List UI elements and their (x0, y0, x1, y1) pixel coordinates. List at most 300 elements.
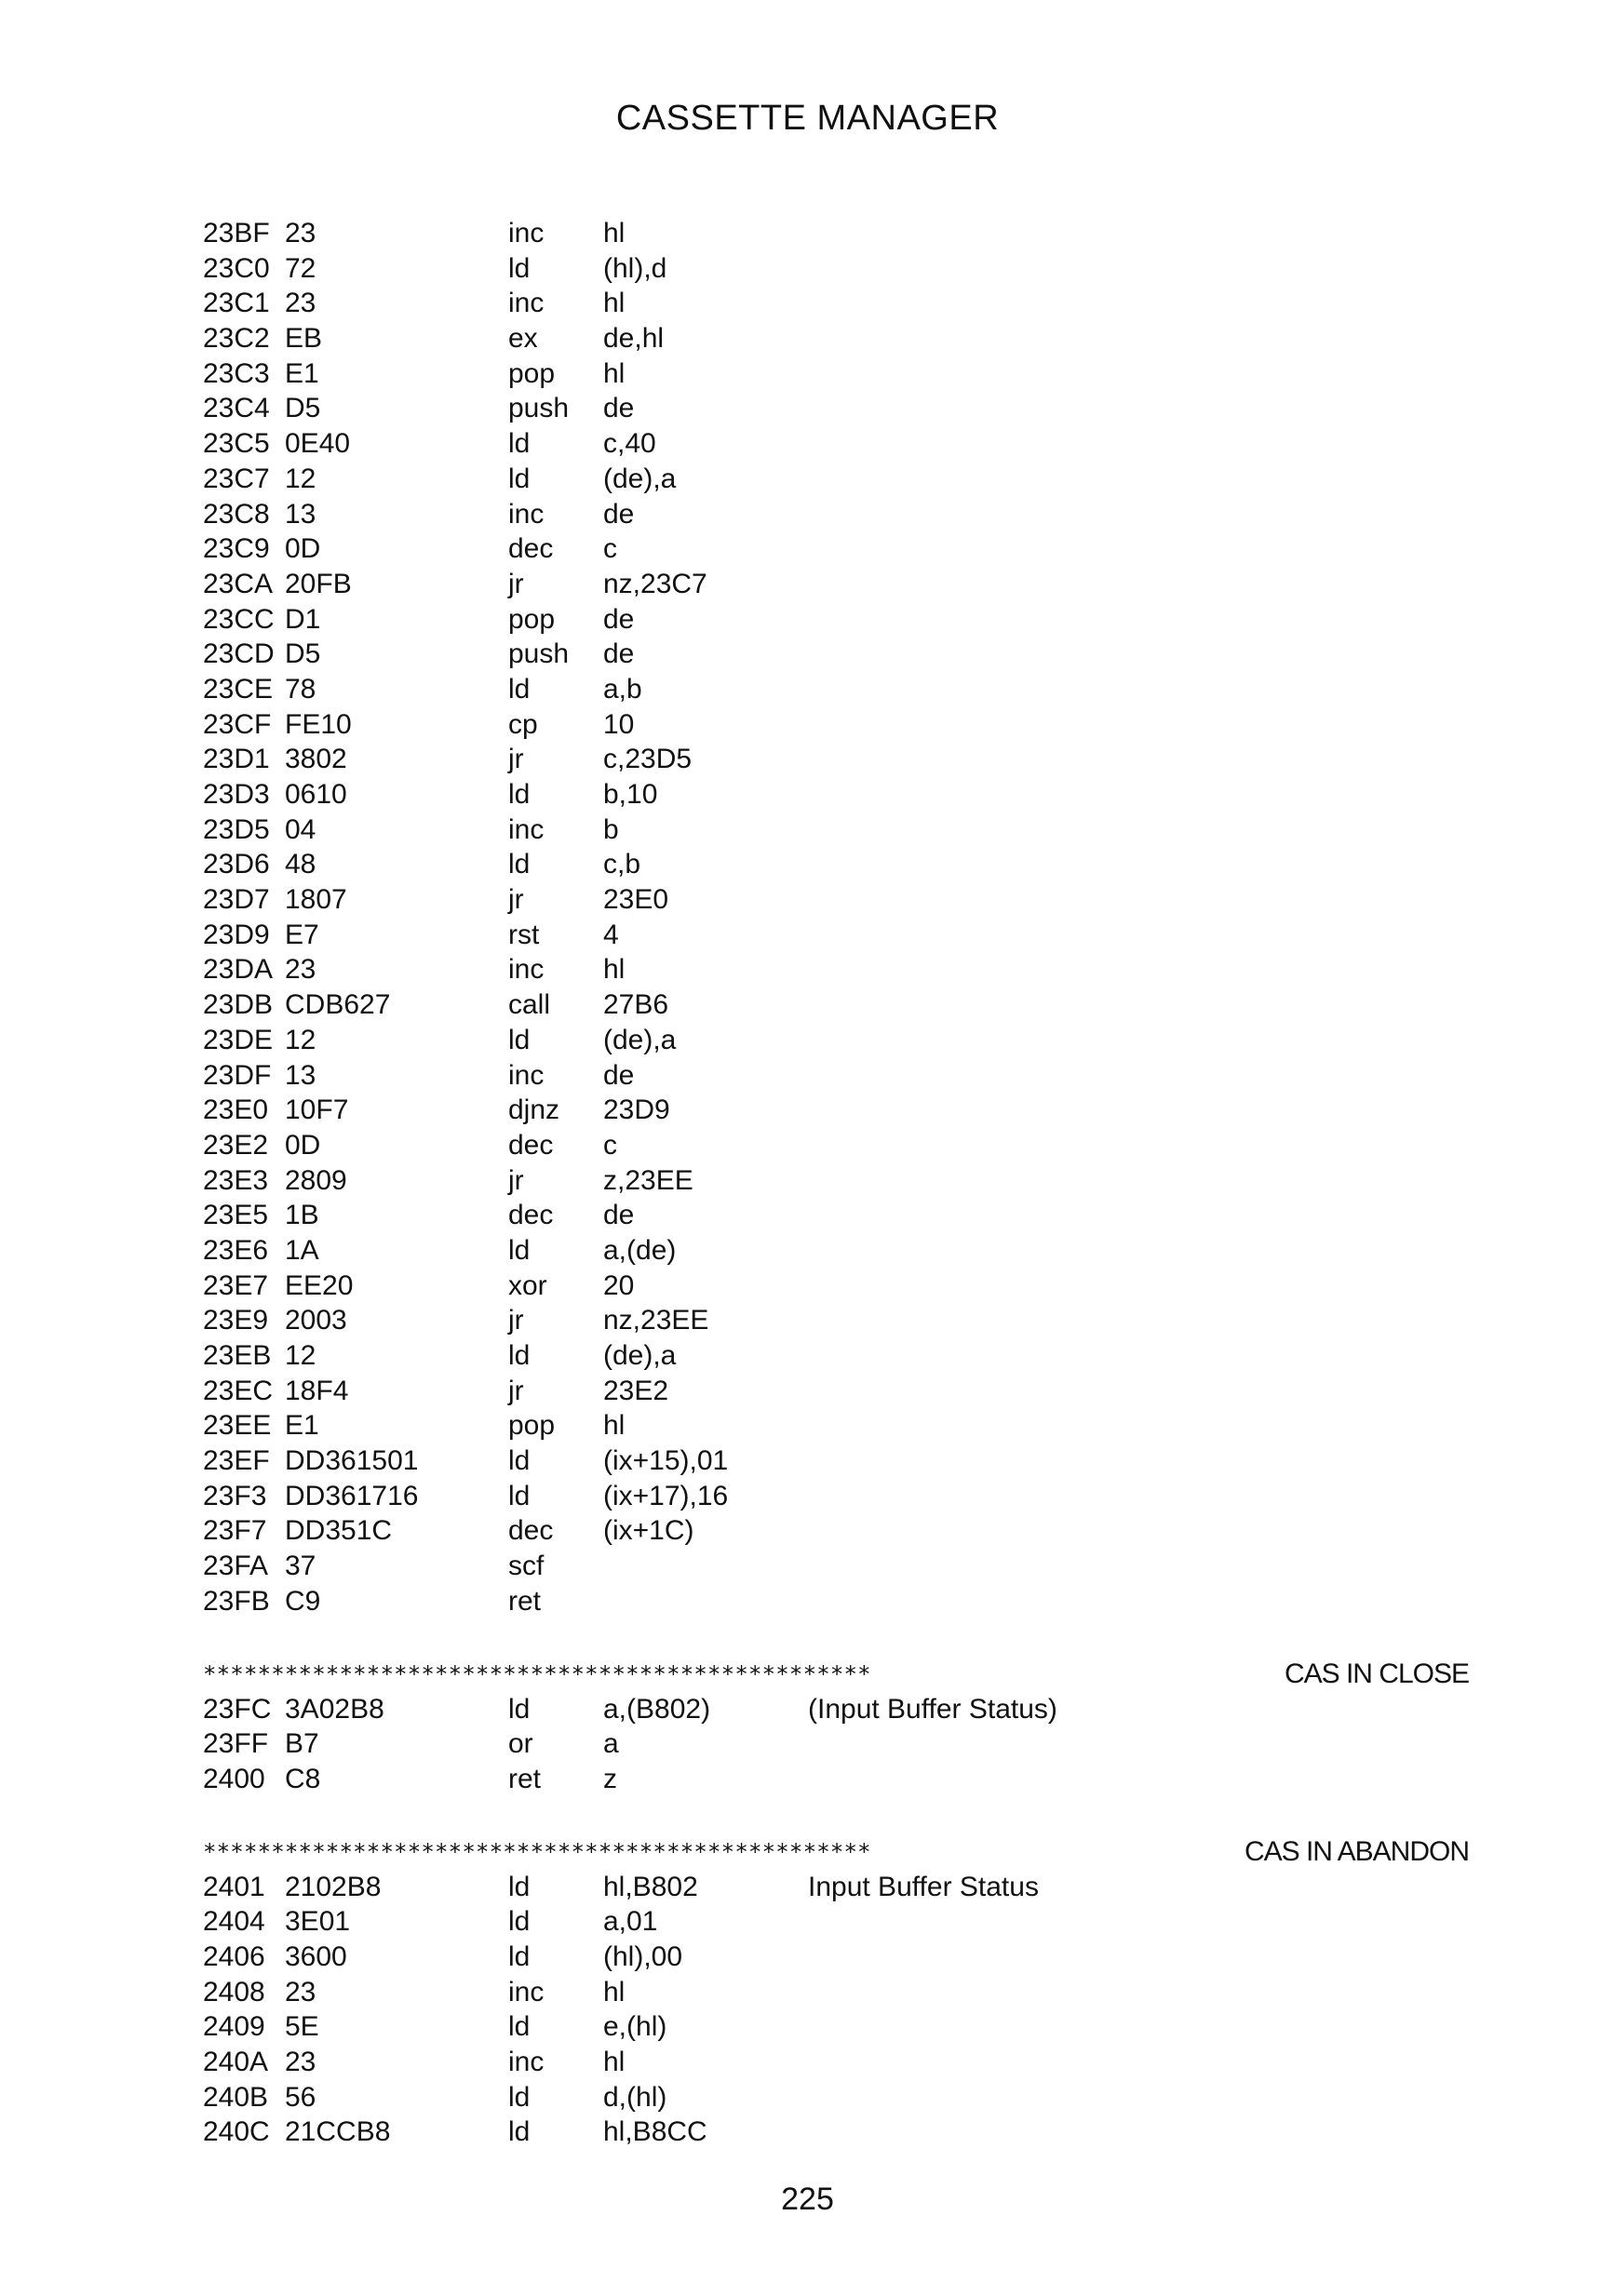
operand-cell (603, 1584, 808, 1619)
mnemonic-cell: jr (508, 1305, 524, 1336)
mnemonic-cell: jr (508, 1164, 524, 1196)
address-cell: 23C0 (203, 252, 270, 284)
comment-cell (808, 216, 1469, 251)
listing-row (203, 1198, 1469, 1233)
address-cell: 2401 (203, 1871, 265, 1902)
operand-cell: b (603, 813, 619, 845)
listing-row (203, 321, 1469, 356)
mnemonic-cell: inc (508, 954, 545, 986)
comment-cell (808, 1093, 1469, 1128)
comment-cell (808, 918, 1469, 953)
mnemonic-cell: ld (508, 463, 531, 494)
hex-bytes-cell: DD351C (285, 1515, 393, 1547)
address-cell: 23DA (203, 954, 274, 986)
listing-row (203, 1233, 1469, 1269)
comment-cell (808, 1338, 1469, 1374)
mnemonic-cell: xor (508, 1269, 547, 1301)
hex-bytes-cell: 21CCB8 (285, 2116, 391, 2148)
mnemonic-cell: ld (508, 252, 531, 284)
address-cell: 23EF (203, 1445, 270, 1477)
address-cell: 23DF (203, 1059, 272, 1091)
asterisk-separator: ************************************************* (203, 1660, 871, 1687)
address-cell: 23E0 (203, 1094, 269, 1126)
mnemonic-cell: ld (508, 1340, 531, 1371)
operand-cell: hl,B802 (603, 1871, 698, 1902)
listing-row (203, 637, 1469, 672)
comment-cell: (Input Buffer Status) (808, 1693, 1057, 1725)
listing-row (203, 742, 1469, 777)
hex-bytes-cell: D5 (285, 638, 321, 670)
hex-bytes-cell: E1 (285, 357, 319, 389)
operand-cell: (ix+17),16 (603, 1480, 729, 1511)
mnemonic-cell: pop (508, 603, 556, 635)
address-cell: 23F7 (203, 1515, 267, 1547)
mnemonic-cell: ld (508, 849, 531, 880)
hex-bytes-cell: 12 (285, 1024, 316, 1055)
listing-row (203, 426, 1469, 462)
address-cell: 23C3 (203, 357, 270, 389)
comment-cell (808, 1549, 1469, 1584)
operand-cell: c,40 (603, 428, 656, 460)
address-cell: 240B (203, 2081, 269, 2113)
listing-row (203, 952, 1469, 987)
address-cell: 23EE (203, 1410, 272, 1442)
listing-row (203, 1303, 1469, 1338)
mnemonic-cell: ld (508, 1445, 531, 1477)
address-cell: 23E6 (203, 1234, 269, 1266)
listing-row (203, 356, 1469, 392)
mnemonic-cell: or (508, 1728, 533, 1760)
listing-row (203, 1443, 1469, 1479)
operand-cell: hl (603, 1410, 626, 1442)
comment-cell (808, 531, 1469, 567)
comment-cell (808, 742, 1469, 777)
operand-cell: de (603, 498, 635, 530)
hex-bytes-cell: C9 (285, 1585, 321, 1617)
listing-row (203, 497, 1469, 532)
hex-bytes-cell: 37 (285, 1551, 316, 1582)
hex-bytes-cell: EE20 (285, 1269, 354, 1301)
operand-cell: hl (603, 954, 626, 986)
hex-bytes-cell: 1A (285, 1234, 319, 1266)
hex-bytes-cell: 3802 (285, 744, 347, 775)
address-cell: 23D7 (203, 884, 270, 916)
listing-row (203, 777, 1469, 812)
operand-cell: z,23EE (603, 1164, 693, 1196)
listing-row (203, 1269, 1469, 1304)
comment-cell (808, 1233, 1469, 1269)
operand-cell: hl (603, 2047, 626, 2077)
mnemonic-cell: inc (508, 218, 545, 248)
mnemonic-cell: pop (508, 357, 556, 389)
operand-cell: c (603, 533, 617, 565)
listing-row (203, 672, 1469, 707)
listing-row (203, 707, 1469, 743)
address-cell: 2408 (203, 1976, 265, 2007)
mnemonic-cell: ld (508, 673, 531, 705)
hex-bytes-cell: 3A02B8 (285, 1693, 384, 1725)
hex-bytes-cell: 23 (285, 954, 316, 986)
comment-cell (808, 1904, 1469, 1940)
listing-row (203, 1163, 1469, 1199)
operand-cell: (ix+1C) (603, 1515, 694, 1547)
address-cell: 23CD (203, 638, 275, 670)
operand-cell: 20 (603, 1269, 635, 1301)
mnemonic-cell: jr (508, 568, 524, 599)
address-cell: 23D3 (203, 779, 270, 810)
address-cell: 23EC (203, 1375, 274, 1406)
hex-bytes-cell: 5E (285, 2011, 319, 2043)
operand-cell: a,01 (603, 1906, 658, 1938)
address-cell: 23E9 (203, 1305, 269, 1336)
mnemonic-cell: ld (508, 428, 531, 460)
hex-bytes-cell: 23 (285, 288, 316, 319)
operand-cell: hl (603, 1976, 626, 2007)
mnemonic-cell: ld (508, 779, 531, 810)
listing-row (203, 2045, 1469, 2080)
comment-cell (808, 1513, 1469, 1549)
listing-row (203, 1940, 1469, 1975)
listing-row (203, 812, 1469, 848)
operand-cell: a,(de) (603, 1234, 677, 1266)
comment-cell (808, 1303, 1469, 1338)
operand-cell: (ix+15),01 (603, 1445, 729, 1477)
hex-bytes-cell: 04 (285, 813, 316, 845)
mnemonic-cell: inc (508, 288, 545, 319)
comment-cell (808, 356, 1469, 392)
comment-cell (808, 812, 1469, 848)
comment-cell (808, 1762, 1469, 1797)
hex-bytes-cell: 12 (285, 1340, 316, 1371)
disassembly-listing (203, 216, 1469, 2150)
address-cell: 23C5 (203, 428, 270, 460)
comment-cell (808, 1058, 1469, 1094)
operand-cell: hl (603, 218, 626, 248)
hex-bytes-cell: EB (285, 323, 323, 355)
hex-bytes-cell: D5 (285, 393, 321, 424)
comment-cell (808, 847, 1469, 882)
page-number: 225 (781, 2182, 834, 2217)
operand-cell: a (603, 1728, 619, 1760)
hex-bytes-cell: CDB627 (285, 989, 391, 1021)
listing-row (203, 2009, 1469, 2045)
operand-cell: hl (603, 288, 626, 319)
listing-row (203, 1128, 1469, 1163)
address-cell: 23CE (203, 673, 274, 705)
listing-row (203, 918, 1469, 953)
section-header (203, 1657, 1469, 1692)
hex-bytes-cell: E7 (285, 919, 319, 950)
hex-bytes-cell: 20FB (285, 568, 352, 599)
operand-cell: d,(hl) (603, 2081, 667, 2113)
comment-cell (808, 2045, 1469, 2080)
address-cell: 23C9 (203, 533, 270, 565)
mnemonic-cell: dec (508, 1200, 554, 1231)
address-cell: 23DB (203, 989, 274, 1021)
address-cell: 23C2 (203, 323, 270, 355)
section-spacer (203, 1797, 1469, 1834)
comment-cell: Input Buffer Status (808, 1871, 1039, 1902)
operand-cell: hl (603, 357, 626, 389)
hex-bytes-cell: 12 (285, 463, 316, 494)
comment-cell (808, 391, 1469, 426)
operand-cell: b,10 (603, 779, 658, 810)
operand-cell: c (603, 1129, 617, 1161)
comment-cell (808, 1726, 1469, 1762)
hex-bytes-cell: 0E40 (285, 428, 351, 460)
hex-bytes-cell: 2003 (285, 1305, 347, 1336)
hex-bytes-cell: 23 (285, 218, 316, 248)
mnemonic-cell: ret (508, 1763, 542, 1794)
address-cell: 23E5 (203, 1200, 269, 1231)
hex-bytes-cell: 2102B8 (285, 1871, 382, 1902)
comment-cell (808, 286, 1469, 321)
listing-row (203, 1692, 1469, 1727)
operand-cell: 23E0 (603, 884, 669, 916)
comment-cell (808, 2009, 1469, 2045)
mnemonic-cell: push (508, 638, 570, 670)
comment-cell (808, 1023, 1469, 1058)
hex-bytes-cell: 78 (285, 673, 316, 705)
operand-cell: (de),a (603, 1024, 677, 1055)
comment-cell (808, 1269, 1469, 1304)
operand-cell: 4 (603, 919, 619, 950)
address-cell: 2406 (203, 1940, 265, 1972)
comment-cell (808, 987, 1469, 1023)
hex-bytes-cell: DD361501 (285, 1445, 419, 1477)
mnemonic-cell: ld (508, 1906, 531, 1938)
listing-row (203, 1762, 1469, 1797)
section-label: CAS IN CLOSE (1284, 1658, 1469, 1689)
mnemonic-cell: pop (508, 1410, 556, 1442)
comment-cell (808, 637, 1469, 672)
page-title: CASSETTE MANAGER (615, 99, 1000, 138)
mnemonic-cell: jr (508, 1375, 524, 1406)
comment-cell (808, 602, 1469, 638)
hex-bytes-cell: 72 (285, 252, 316, 284)
hex-bytes-cell: FE10 (285, 708, 352, 740)
mnemonic-cell: ld (508, 1480, 531, 1511)
hex-bytes-cell: 23 (285, 2047, 316, 2077)
address-cell: 23C4 (203, 393, 270, 424)
mnemonic-cell: rst (508, 919, 540, 950)
listing-row (203, 216, 1469, 251)
address-cell: 240A (203, 2047, 269, 2077)
comment-cell (808, 1374, 1469, 1409)
mnemonic-cell: djnz (508, 1094, 560, 1126)
hex-bytes-cell: D1 (285, 603, 321, 635)
mnemonic-cell: inc (508, 813, 545, 845)
comment-cell (808, 882, 1469, 918)
hex-bytes-cell: B7 (285, 1728, 319, 1760)
listing-row (203, 531, 1469, 567)
listing-row (203, 1023, 1469, 1058)
address-cell: 23D6 (203, 849, 270, 880)
address-cell: 23BF (203, 218, 270, 248)
listing-row (203, 1479, 1469, 1514)
comment-cell (808, 567, 1469, 602)
mnemonic-cell: ld (508, 2116, 531, 2148)
hex-bytes-cell: 23 (285, 1976, 316, 2007)
listing-row (203, 882, 1469, 918)
comment-cell (808, 672, 1469, 707)
hex-bytes-cell: DD361716 (285, 1480, 419, 1511)
mnemonic-cell: inc (508, 1059, 545, 1091)
listing-row (203, 2115, 1469, 2150)
address-cell: 23F3 (203, 1480, 267, 1511)
hex-bytes-cell: 10F7 (285, 1094, 349, 1126)
operand-cell: de (603, 1059, 635, 1091)
address-cell: 23FB (203, 1585, 270, 1617)
hex-bytes-cell: 13 (285, 498, 316, 530)
operand-cell: (hl),00 (603, 1940, 683, 1972)
address-cell: 23CF (203, 708, 272, 740)
section-label: CAS IN ABANDON (1244, 1835, 1469, 1867)
operand-cell: (hl),d (603, 252, 667, 284)
operand-cell: de (603, 603, 635, 635)
address-cell: 23C1 (203, 288, 270, 319)
listing-row (203, 987, 1469, 1023)
listing-row (203, 462, 1469, 497)
hex-bytes-cell: 18F4 (285, 1375, 349, 1406)
listing-row (203, 1513, 1469, 1549)
listing-row (203, 1093, 1469, 1128)
mnemonic-cell: dec (508, 1515, 554, 1547)
address-cell: 23E7 (203, 1269, 269, 1301)
comment-cell (808, 1975, 1469, 2010)
address-cell: 23D5 (203, 813, 270, 845)
listing-row (203, 567, 1469, 602)
comment-cell (808, 1940, 1469, 1975)
listing-row (203, 2080, 1469, 2115)
mnemonic-cell: dec (508, 1129, 554, 1161)
hex-bytes-cell: 48 (285, 849, 316, 880)
listing-row (203, 1904, 1469, 1940)
comment-cell (808, 462, 1469, 497)
address-cell: 23CC (203, 603, 275, 635)
comment-cell (808, 1443, 1469, 1479)
operand-cell: nz,23C7 (603, 568, 707, 599)
mnemonic-cell: inc (508, 498, 545, 530)
listing-row (203, 251, 1469, 287)
hex-bytes-cell: 2809 (285, 1164, 347, 1196)
comment-cell (808, 497, 1469, 532)
comment-cell (808, 1584, 1469, 1619)
operand-cell: 23E2 (603, 1375, 669, 1406)
listing-row (203, 602, 1469, 638)
hex-bytes-cell: 3E01 (285, 1906, 351, 1938)
mnemonic-cell: ld (508, 1871, 531, 1902)
operand-cell: de (603, 393, 635, 424)
asterisk-separator: ************************************************* (203, 1838, 871, 1865)
operand-cell: (de),a (603, 463, 677, 494)
mnemonic-cell: ld (508, 1693, 531, 1725)
mnemonic-cell: cp (508, 708, 538, 740)
operand-cell (603, 1549, 808, 1584)
listing-row (203, 1726, 1469, 1762)
hex-bytes-cell: 0D (285, 533, 321, 565)
comment-cell (808, 426, 1469, 462)
mnemonic-cell: inc (508, 1976, 545, 2007)
operand-cell: 27B6 (603, 989, 669, 1021)
address-cell: 2404 (203, 1906, 265, 1938)
mnemonic-cell: push (508, 393, 570, 424)
address-cell: 2409 (203, 2011, 265, 2043)
address-cell: 23FC (203, 1693, 272, 1725)
comment-cell (808, 1128, 1469, 1163)
comment-cell (808, 2115, 1469, 2150)
listing-row (203, 1338, 1469, 1374)
address-cell: 23C7 (203, 463, 270, 494)
mnemonic-cell: dec (508, 533, 554, 565)
hex-bytes-cell: C8 (285, 1763, 321, 1794)
comment-cell (808, 321, 1469, 356)
operand-cell: nz,23EE (603, 1305, 709, 1336)
mnemonic-cell: inc (508, 2047, 545, 2077)
address-cell: 23D1 (203, 744, 270, 775)
operand-cell: 23D9 (603, 1094, 670, 1126)
comment-cell (808, 952, 1469, 987)
hex-bytes-cell: 56 (285, 2081, 316, 2113)
comment-cell (808, 1479, 1469, 1514)
listing-row (203, 1870, 1469, 1905)
listing-row (203, 1374, 1469, 1409)
operand-cell: de,hl (603, 323, 665, 355)
mnemonic-cell: ld (508, 1024, 531, 1055)
section-spacer (203, 1619, 1469, 1657)
hex-bytes-cell: 0D (285, 1129, 321, 1161)
operand-cell: a,b (603, 673, 642, 705)
comment-cell (808, 1163, 1469, 1199)
address-cell: 23FF (203, 1728, 269, 1760)
comment-cell (808, 2080, 1469, 2115)
hex-bytes-cell: 1B (285, 1200, 319, 1231)
comment-cell (808, 251, 1469, 287)
operand-cell: z (603, 1763, 617, 1794)
listing-row (203, 1584, 1469, 1619)
hex-bytes-cell: 3600 (285, 1940, 347, 1972)
operand-cell: a,(B802) (603, 1693, 711, 1725)
mnemonic-cell: call (508, 989, 551, 1021)
address-cell: 23C8 (203, 498, 270, 530)
mnemonic-cell: jr (508, 744, 524, 775)
hex-bytes-cell: 1807 (285, 884, 347, 916)
mnemonic-cell: scf (508, 1551, 545, 1582)
operand-cell: 10 (603, 708, 635, 740)
address-cell: 23EB (203, 1340, 272, 1371)
mnemonic-cell: ld (508, 1234, 531, 1266)
operand-cell: de (603, 638, 635, 670)
comment-cell (808, 707, 1469, 743)
address-cell: 23DE (203, 1024, 274, 1055)
listing-row (203, 1975, 1469, 2010)
listing-row (203, 1058, 1469, 1094)
mnemonic-cell: ld (508, 2081, 531, 2113)
section-header (203, 1834, 1469, 1870)
listing-row (203, 286, 1469, 321)
listing-row (203, 847, 1469, 882)
address-cell: 23CA (203, 568, 274, 599)
operand-cell: c,23D5 (603, 744, 693, 775)
hex-bytes-cell: 13 (285, 1059, 316, 1091)
address-cell: 23E2 (203, 1129, 269, 1161)
operand-cell: c,b (603, 849, 641, 880)
operand-cell: e,(hl) (603, 2011, 667, 2043)
mnemonic-cell: ld (508, 1940, 531, 1972)
mnemonic-cell: jr (508, 884, 524, 916)
comment-cell (808, 1408, 1469, 1443)
operand-cell: (de),a (603, 1340, 677, 1371)
